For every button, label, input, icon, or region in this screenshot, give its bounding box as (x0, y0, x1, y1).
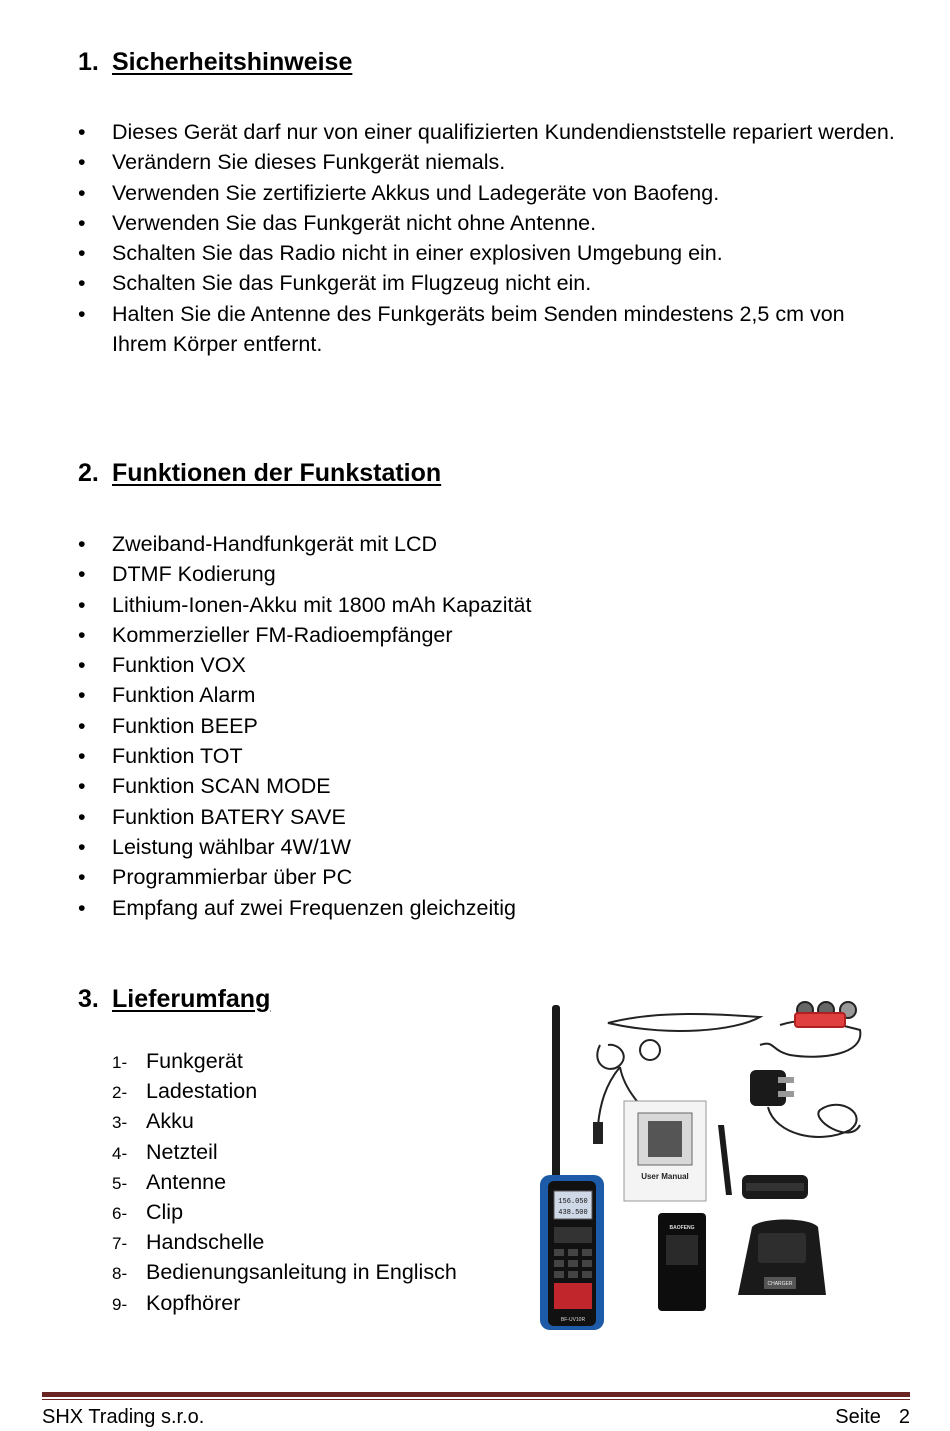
radio-model: BF-UV10R (560, 1317, 586, 1323)
functions-list (0, 529, 902, 923)
list-item: • Schalten Sie das Radio nicht in einer explosiven Umgebung ein. (78, 241, 723, 266)
section-number: 1. (78, 48, 99, 76)
section-heading-delivery (78, 985, 270, 1014)
footer-divider (42, 1392, 910, 1397)
footer-divider-thin (42, 1399, 910, 1400)
footer-page (835, 1406, 910, 1429)
footer-company: SHX Trading s.r.o. (42, 1406, 205, 1428)
list-item: • Funktion VOX (78, 653, 246, 678)
list-item: • Verwenden Sie zertifizierte Akkus und Ladegeräte von Baofeng. (78, 180, 720, 205)
page-label: Seite (835, 1406, 881, 1428)
list-item: 1- Funkgerät (112, 1049, 243, 1073)
list-item: 9- Kopfhörer (112, 1290, 241, 1315)
list-item: • Funktion BEEP (78, 713, 258, 738)
section-heading-safety (78, 48, 352, 77)
section-title: Funktionen der Funkstation (112, 459, 442, 487)
list-item: 8- Bedienungsanleitung in Englisch (112, 1260, 457, 1285)
list-item: • Kommerzieller FM-Radioempfänger (78, 622, 453, 647)
manual-label: User Manual (641, 1172, 689, 1181)
list-item: • Verändern Sie dieses Funkgerät niemals. (78, 150, 506, 175)
list-item: • Funktion TOT (78, 744, 243, 769)
list-item: • Funktion Alarm (78, 683, 256, 708)
list-item: • Dieses Gerät darf nur von einer qualifizierten Kundendienststelle repariert werden. (78, 120, 895, 144)
list-item: • Funktion BATERY SAVE (78, 804, 346, 829)
charging-station-icon (738, 1220, 826, 1296)
battery-brand: BAOFENG (669, 1225, 695, 1231)
list-item: • Leistung wählbar 4W/1W (78, 834, 351, 859)
section-number: 3. (78, 985, 99, 1013)
list-item: • Lithium-Ionen-Akku mit 1800 mAh Kapazität (78, 592, 532, 617)
list-item: • Empfang auf zwei Frequenzen gleichzeitig (78, 895, 516, 920)
battery-icon (658, 1213, 706, 1311)
lanyard-icon (608, 1014, 760, 1031)
delivery-list (0, 1046, 457, 1318)
belt-clip-icon (742, 1175, 808, 1199)
list-item: • DTMF Kodierung (78, 562, 276, 587)
section-title: Sicherheitshinweise (112, 48, 353, 76)
power-adapter-icon (750, 1070, 860, 1137)
list-item: • Halten Sie die Antenne des Funkgeräts beim Senden mindestens 2,5 cm von Ihrem Körper entfernt. (78, 301, 845, 357)
package-contents-image (520, 995, 900, 1335)
list-item: 3- Akku (112, 1109, 194, 1134)
list-item: • Funktion SCAN MODE (78, 774, 331, 799)
list-item: 6- Clip (112, 1200, 184, 1225)
section-heading-functions (78, 459, 441, 488)
safety-list (0, 117, 902, 359)
list-item: • Verwenden Sie das Funkgerät nicht ohne Antenne. (78, 210, 597, 235)
list-item: 4- Netzteil (112, 1139, 218, 1164)
list-item: 5- Antenne (112, 1169, 227, 1194)
list-item: • Schalten Sie das Funkgerät im Flugzeug nicht ein. (78, 271, 592, 296)
charger-label: CHARGER (767, 1281, 793, 1287)
radio-icon (540, 1005, 604, 1330)
list-item: • Programmierbar über PC (78, 865, 353, 890)
usb-cable-icon (760, 1002, 860, 1057)
user-manual-icon (624, 1101, 706, 1201)
section-title: Lieferumfang (112, 985, 271, 1013)
antenna-icon (718, 1125, 732, 1195)
section-number: 2. (78, 459, 99, 487)
radio-display-line1: 156.050 (558, 1198, 588, 1206)
list-item: • Zweiband-Handfunkgerät mit LCD (78, 532, 438, 556)
list-item: 7- Handschelle (112, 1230, 265, 1255)
list-item: 2- Ladestation (112, 1079, 258, 1104)
page-number: 2 (898, 1406, 910, 1428)
radio-display-line2: 438.500 (558, 1209, 588, 1217)
